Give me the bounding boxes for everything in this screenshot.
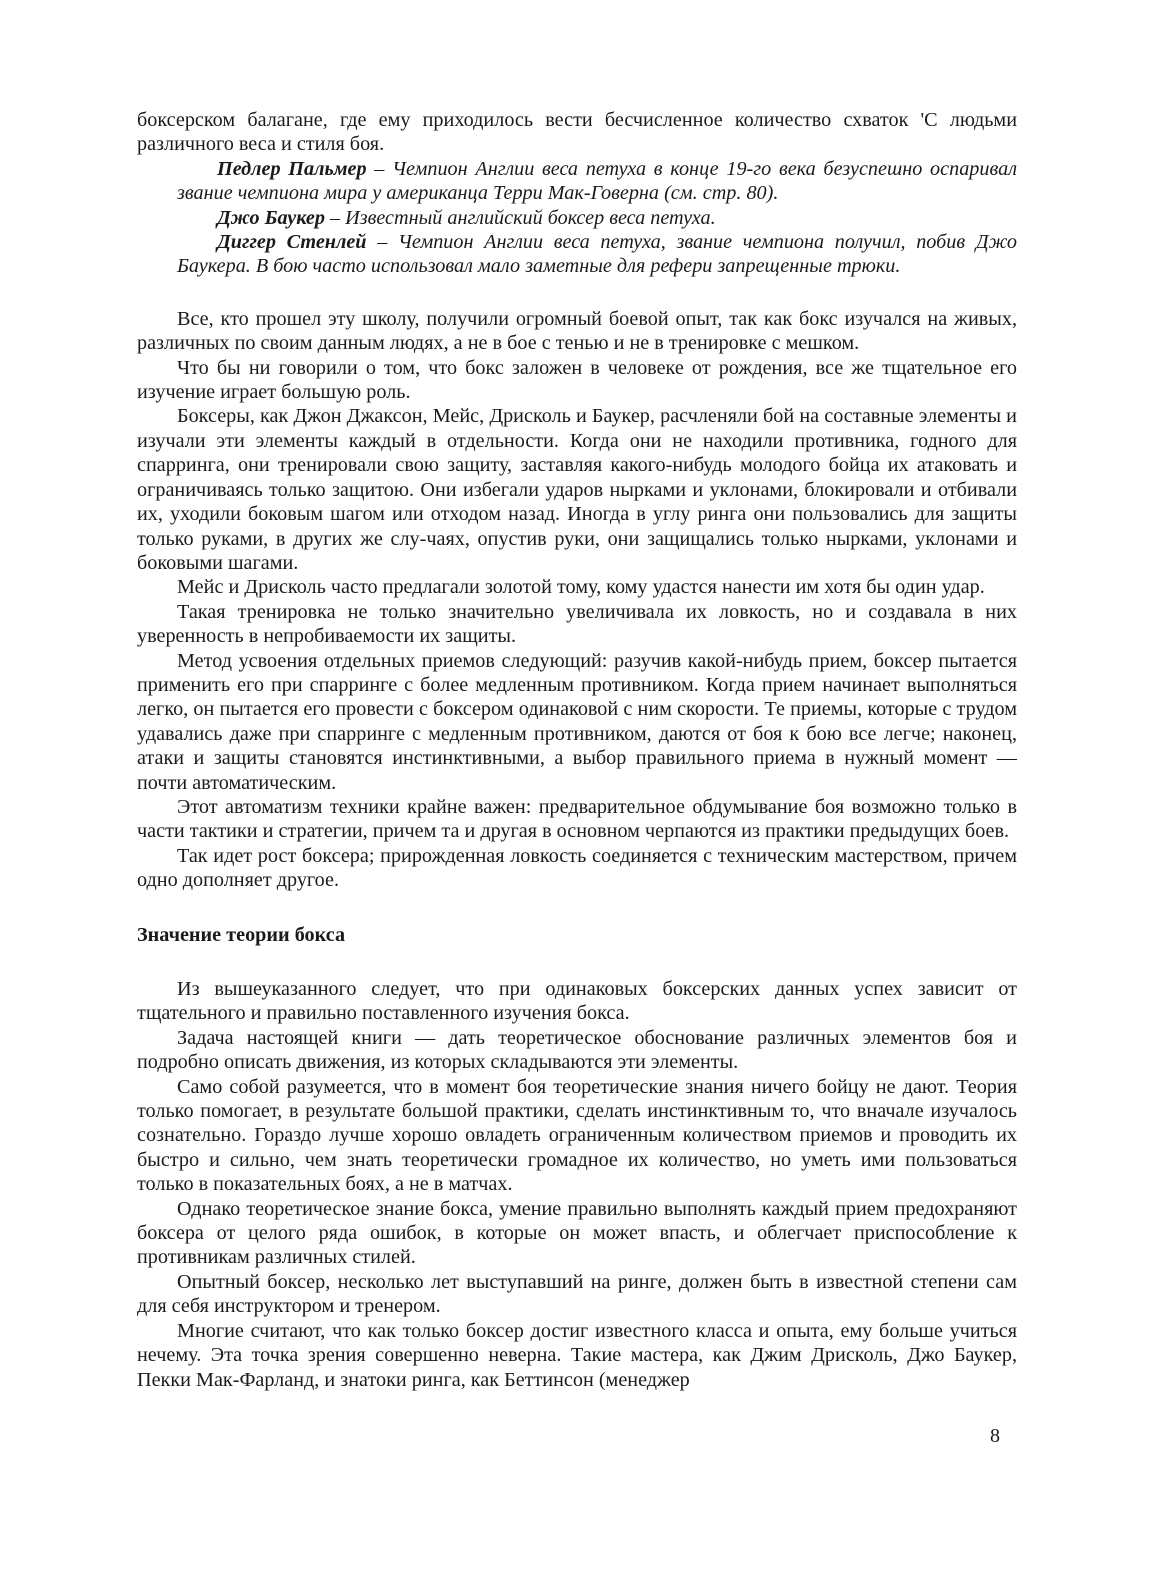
body-paragraph: Боксеры, как Джон Джаксон, Мейс, Дрисколь и Баукер, расчленяли бой на составные элементы и изучали эти элементы каждый в отдельности. Когда они не находили противника, годного для спарринга, они тренировали свою защиту, заставляя какого-нибудь молодого бойца их атаковать и ограничиваясь только защитою. Они избегали ударов нырками и уклонами, блокировали и отбивали их, уходили боковым шагом или отходом назад. Иногда в углу ринга они пользовались для защиты только руками, в других же слу-чаях, опустив руки, они защищались только нырками, уклонами и боковыми шагами. bbox=[137, 405, 1017, 574]
footnote-palmer bbox=[137, 157, 1017, 206]
footnote-bowker bbox=[137, 206, 1017, 230]
footnote-stanley bbox=[137, 230, 1017, 279]
body-paragraph: Такая тренировка не только значительно увеличивала их ловкость, но и создавала в них уверенность в непробиваемости их защиты. bbox=[137, 600, 1017, 648]
body-paragraph: Мейс и Дрисколь часто предлагали золотой тому, кому удастся нанести им хотя бы один удар. bbox=[177, 576, 985, 599]
footnote-text: – Чемпион Англии веса петуха, звание чемпиона получил, побив Джо Баукера. В бою часто использовал мало заметные для рефери запрещенные трюки. bbox=[177, 231, 1017, 278]
body-paragraph: Что бы ни говорили о том, что бокс заложен в человеке от рождения, все же тщательное его изучение играет большую роль. bbox=[137, 356, 1017, 404]
page-body bbox=[137, 108, 1017, 1392]
section-paragraph: Из вышеуказанного следует, что при одинаковых боксерских данных успех зависит от тщательного и правильно поставленного изучения бокса. bbox=[137, 978, 1017, 1025]
body-paragraph: Этот автоматизм техники крайне важен: предварительное обдумывание боя возможно только в части тактики и стратегии, причем та и другая в основном черпаются из практики предыдущих боев. bbox=[137, 795, 1017, 843]
footnote-name: Педлер Пальмер bbox=[217, 157, 367, 180]
footnote-name: Джо Баукер bbox=[217, 206, 325, 229]
page-number: 8 bbox=[990, 1425, 1000, 1447]
body-paragraph: Так идет рост боксера; прирожденная ловкость соединяется с техническим мастерством, причем одно дополняет другое. bbox=[137, 844, 1017, 892]
section-paragraph: Многие считают, что как только боксер достиг известного класса и опыта, ему больше учиться нечему. Эта точка зрения совершенно неверна. Такие мастера, как Джим Дрисколь, Джо Баукер, Пекки Мак-Фарланд, и знатоки ринга, как Беттинсон (менеджер bbox=[137, 1319, 1017, 1391]
footnote-text: – Известный английский боксер веса петуха. bbox=[324, 206, 716, 229]
body-paragraph: Все, кто прошел эту школу, получили огромный боевой опыт, так как бокс изучался на живых, различных по своим данным людях, а не в бое с тенью и не в тренировке с мешком. bbox=[137, 307, 1017, 355]
section-paragraph: Само собой разумеется, что в момент боя теоретические знания ничего бойцу не дают. Теория только помогает, в результате большой практики, сделать инстинктивным то, что вначале изучалось сознательно. Гораздо лучше хорошо овладеть ограниченным количеством приемов и проводить их быстро и сильно, чем знать теоретически громадное их количество, но уметь ими пользоваться только в показательных боях, а не в матчах. bbox=[137, 1075, 1017, 1196]
section-heading: Значение теории бокса bbox=[137, 923, 346, 946]
section-paragraph: Опытный боксер, несколько лет выступавший на ринге, должен быть в известной степени сам для себя инструктором и тренером. bbox=[137, 1270, 1017, 1318]
section-paragraph: Однако теоретическое знание бокса, умение правильно выполнять каждый прием предохраняют боксера от целого ряда ошибок, в которые он может впасть, и облегчает приспособление к противникам различных стилей. bbox=[137, 1197, 1017, 1269]
body-paragraph: Метод усвоения отдельных приемов следующий: разучив какой-нибудь прием, боксер пытается применить его при спарринге с более медленным противником. Когда прием начинает выполняться легко, он пытается его провести с боксером одинаковой с ним скорости. Те приемы, которые с трудом удавались даже при спарринге с медленным противником, даются от боя к бою все легче; наконец, атаки и защиты становятся инстинктивными, а выбор правильного приема в нужный момент — почти автоматическим. bbox=[137, 649, 1017, 794]
footnote-name: Диггер Стенлей bbox=[217, 231, 367, 254]
intro-paragraph: боксерском балагане, где ему приходилось вести бесчисленное количество схваток 'С людьми различного веса и стиля боя. bbox=[137, 109, 1017, 156]
footnote-text: – Чемпион Англии веса петуха в конце 19-го века безуспешно оспаривал звание чемпиона мира у американца Терри Мак-Говерна (см. стр. 80). bbox=[177, 157, 1017, 205]
section-paragraph: Задача настоящей книги — дать теоретическое обоснование различных элементов боя и подробно описать движения, из которых складываются эти элементы. bbox=[137, 1026, 1017, 1074]
